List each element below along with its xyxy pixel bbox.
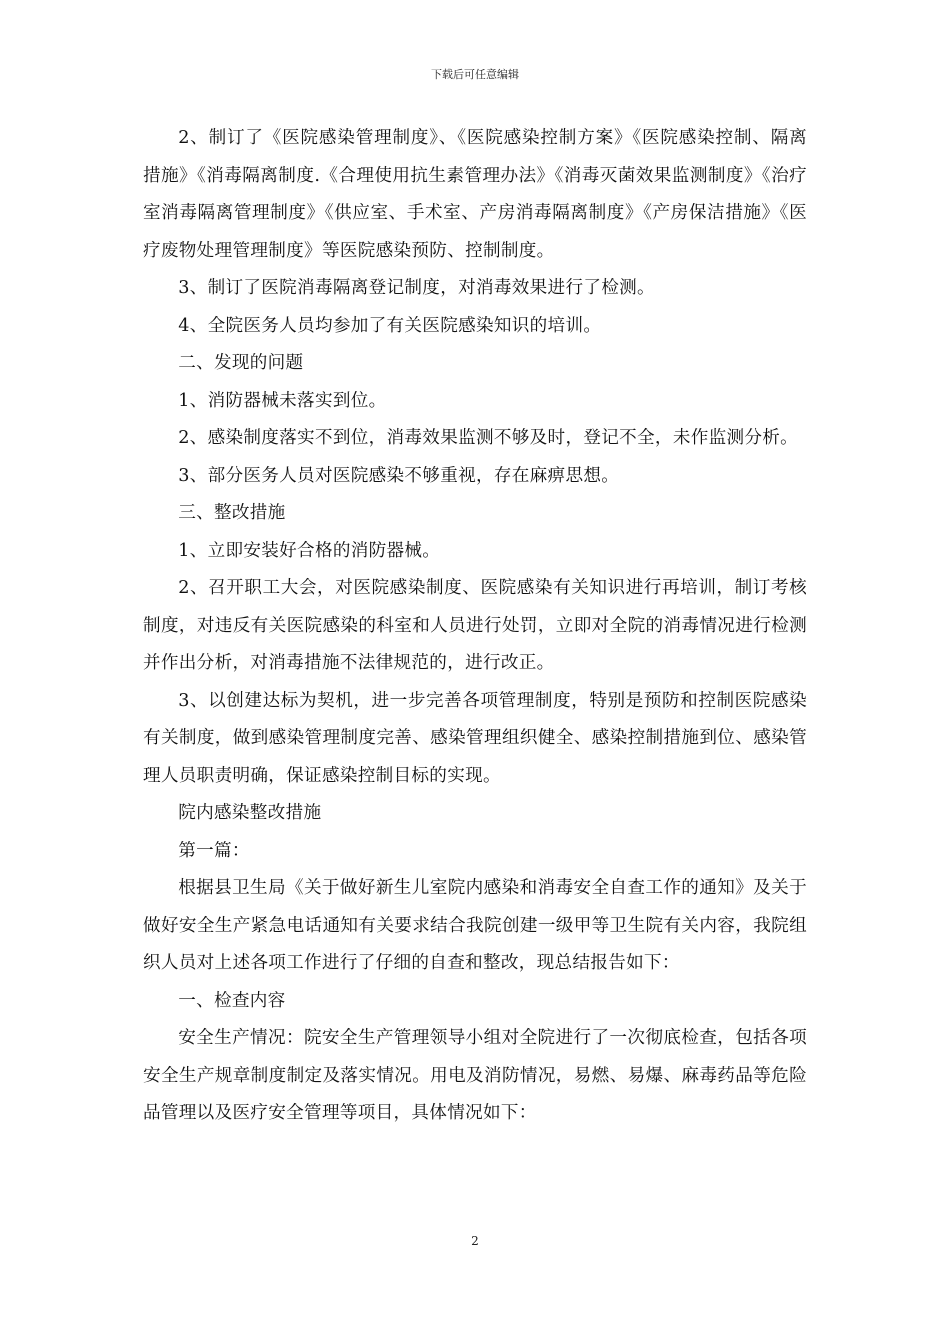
paragraph-safety-status: 安全生产情况：院安全生产管理领导小组对全院进行了一次彻底检查，包括各项安全生产规章制度制定及落实情况。用电及消防情况，易燃、易爆、麻毒药品等危险品管理以及医疗安全管理等项目，具体情况如下： (143, 1028, 807, 1123)
section-heading-measures: 三、整改措施 (178, 503, 286, 523)
section-heading-problems: 二、发现的问题 (178, 353, 304, 373)
paragraph-problem-1: 1、消防器械未落实到位。 (178, 390, 387, 411)
paragraph-measure-2: 2、召开职工大会，对医院感染制度、医院感染有关知识进行再培训，制订考核制度，对违反有关医院感染的科室和人员进行处罚，立即对全院的消毒情况进行检测并作出分析，对消毒措施不法律规范的，进行改正。 (143, 578, 807, 673)
paragraph-problem-3: 3、部分医务人员对医院感染不够重视，存在麻痹思想。 (178, 465, 620, 486)
part-label: 第一篇： (178, 840, 250, 861)
paragraph-registration-system: 3、制订了医院消毒隔离登记制度，对消毒效果进行了检测。 (178, 278, 655, 298)
document-body (143, 120, 807, 1133)
document-subtitle: 院内感染整改措施 (178, 803, 322, 823)
paragraph-measure-1: 1、立即安装好合格的消防器械。 (178, 540, 441, 561)
paragraph-measure-3: 3、以创建达标为契机，进一步完善各项管理制度，特别是预防和控制医院感染有关制度，做到感染管理制度完善、感染管理组织健全、感染控制措施到位、感染管理人员职责明确，保证感染控制目标的实现。 (143, 690, 807, 786)
page-number: 2 (471, 1234, 479, 1248)
paragraph-introduction: 根据县卫生局《关于做好新生儿室院内感染和消毒安全自查工作的通知》及关于做好安全生产紧急电话通知有关要求结合我院创建一级甲等卫生院有关内容，我院组织人员对上述各项工作进行了仔细的自查和整改，现总结报告如下： (143, 878, 807, 973)
paragraph-regulations-list: 2、制订了《医院感染管理制度》、《医院感染控制方案》《医院感染控制、隔离措施》《消毒隔离制度.《合理使用抗生素管理办法》《消毒灭菌效果监测制度》《治疗室消毒隔离管理制度》《供应室、手术室、产房消毒隔离制度》《产房保洁措施》《医疗废物处理管理制度》等医院感染预防、控制制度。 (143, 128, 807, 261)
paragraph-staff-training: 4、全院医务人员均参加了有关医院感染知识的培训。 (178, 315, 602, 336)
section-heading-inspection: 一、检查内容 (178, 990, 286, 1011)
paragraph-problem-2: 2、感染制度落实不到位，消毒效果监测不够及时，登记不全，未作监测分析。 (178, 428, 799, 448)
page-header: 下载后可任意编辑 (431, 68, 519, 81)
